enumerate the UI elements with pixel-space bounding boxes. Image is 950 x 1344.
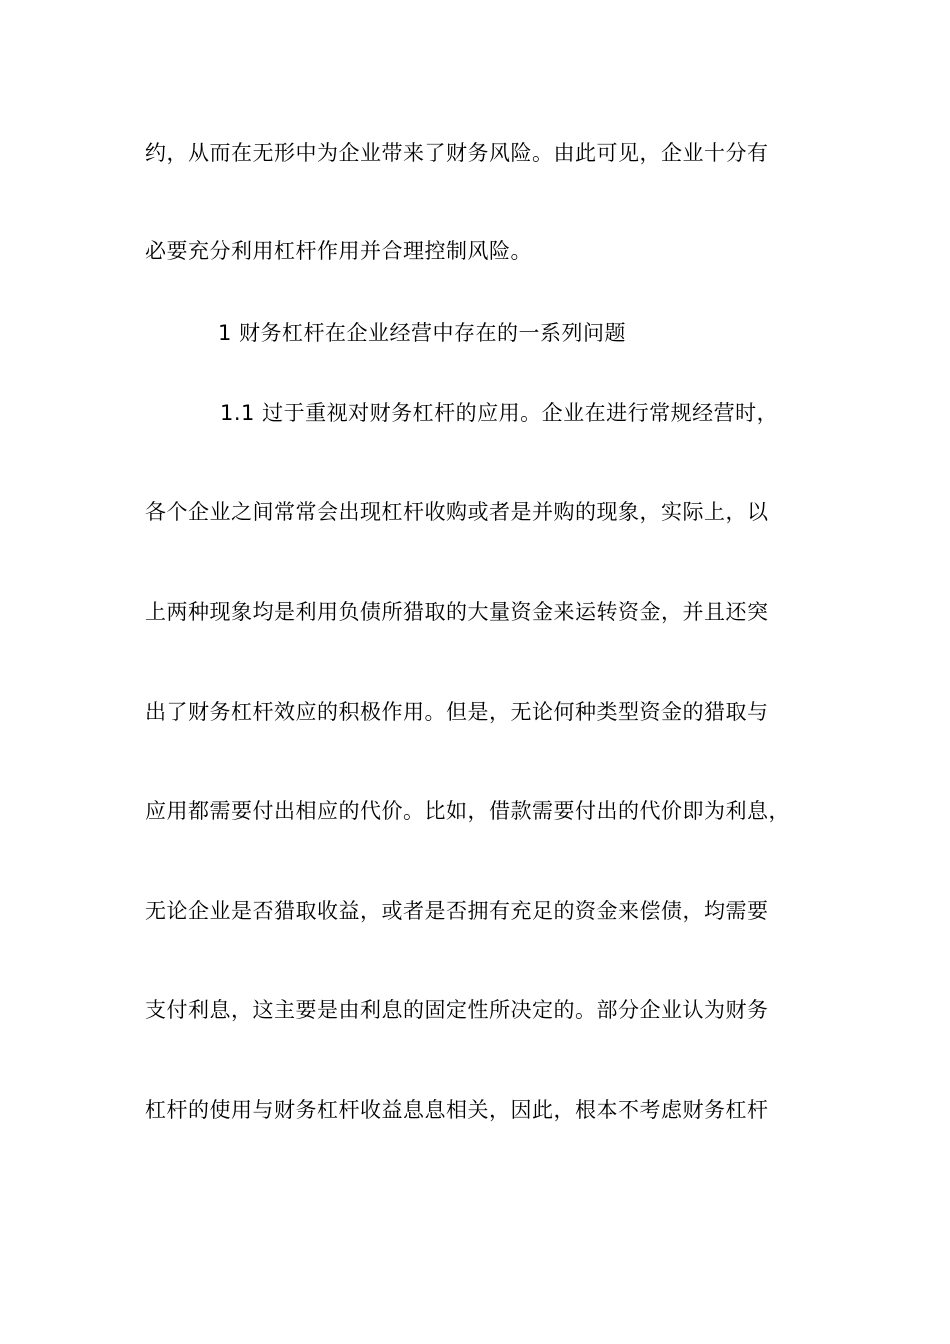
paragraph-line: 必要充分利用杠杆作用并合理控制风险。 — [145, 239, 532, 263]
section-heading: 1 财务杠杆在企业经营中存在的一系列问题 — [218, 321, 627, 345]
paragraph-line: 应用都需要付出相应的代价。比如，借款需要付出的代价即为利息， — [145, 799, 790, 823]
paragraph-line: 约，从而在无形中为企业带来了财务风险。由此可见，企业十分有 — [145, 141, 769, 165]
subsection-heading: 1.1 过于重视对财务杠杆的应用。企业在进行常规经营时， — [220, 401, 779, 425]
paragraph-line: 各个企业之间常常会出现杠杆收购或者是并购的现象，实际上，以 — [145, 500, 769, 524]
paragraph-line: 支付利息，这主要是由利息的固定性所决定的。部分企业认为财务 — [145, 998, 769, 1022]
paragraph-line: 无论企业是否猎取收益，或者是否拥有充足的资金来偿债，均需要 — [145, 899, 769, 923]
paragraph-line: 上两种现象均是利用负债所猎取的大量资金来运转资金，并且还突 — [145, 600, 769, 624]
paragraph-line: 出了财务杠杆效应的积极作用。但是，无论何种类型资金的猎取与 — [145, 700, 769, 724]
paragraph-line: 杠杆的使用与财务杠杆收益息息相关，因此，根本不考虑财务杠杆 — [145, 1098, 769, 1122]
